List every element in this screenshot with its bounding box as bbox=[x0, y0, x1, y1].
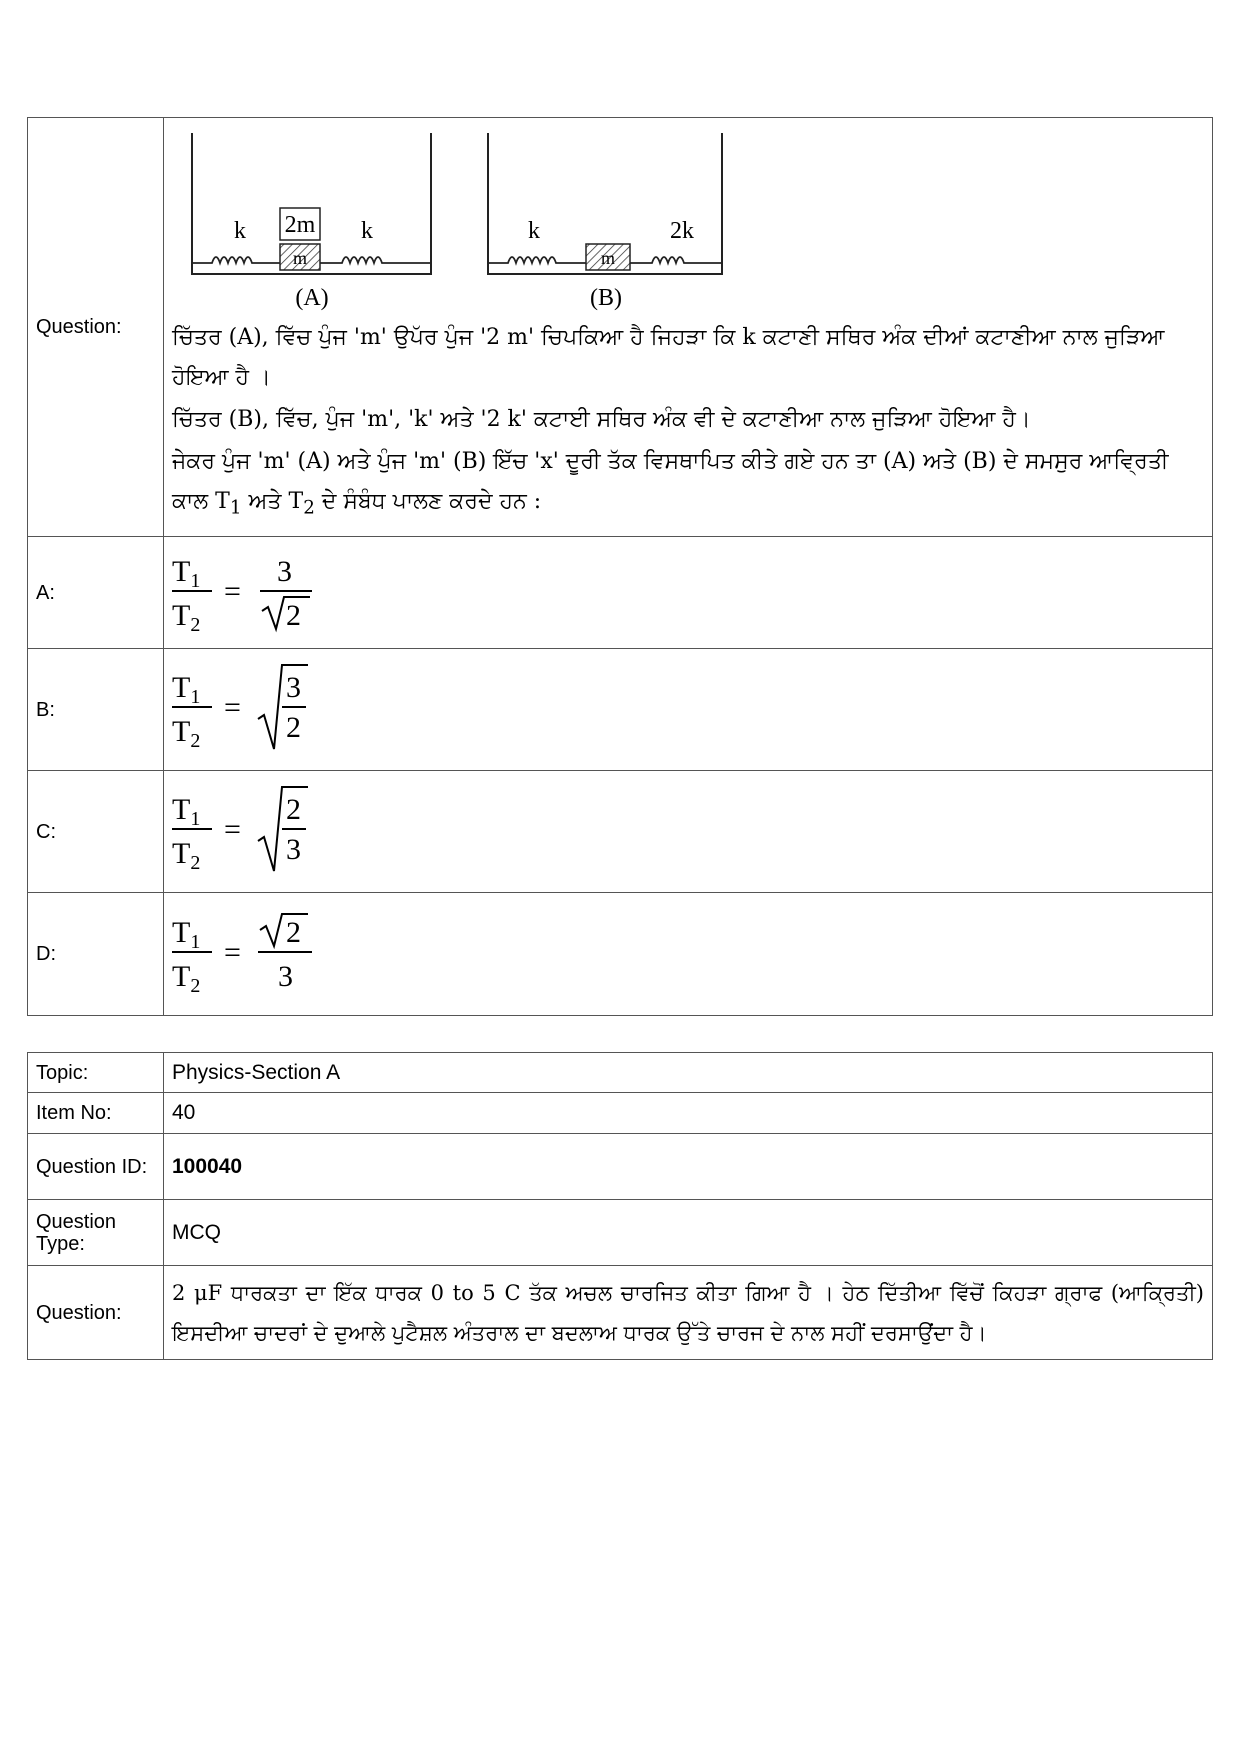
lhs-numerator: $T_1$ bbox=[172, 555, 201, 593]
question-id-label: Question ID: bbox=[28, 1134, 164, 1200]
svg-text:T2: $T_2$ bbox=[172, 959, 201, 997]
question-table-2 bbox=[27, 1052, 1213, 1360]
mass-label-a: m bbox=[292, 248, 308, 268]
item-no-value: 40 bbox=[164, 1093, 1213, 1134]
question-type-label: Question Type: bbox=[28, 1200, 164, 1266]
svg-text:3: 3 bbox=[286, 833, 301, 867]
option-b-label: B: bbox=[28, 649, 164, 771]
equals-sign: = bbox=[224, 935, 241, 969]
spring-2k-label-b: 2k bbox=[670, 218, 694, 244]
svg-text:T2: $T_2$ bbox=[172, 715, 201, 753]
question-line-2: ਚਿੱਤਰ (B), ਵਿੱਚ, ਪੁੰਜ 'm', 'k' ਅਤੇ '2 k' ਕਟਾਈ ਸਥਿਰ ਅੰਕ ਵੀ ਦੇ ਕਟਾਣੀਆ ਨਾਲ ਜੁੜਿਆ ਹੋਇਆ ਹੈ। bbox=[172, 407, 1031, 432]
mass-label-b: m bbox=[600, 248, 616, 268]
question-line-3a: ਜੇਕਰ ਪੁੰਜ 'm' (A) ਅਤੇ ਪੁੰਜ 'm' (B) ਇੱਚ 'x' ਦੂਰੀ ਤੱਕ ਵਿਸਥਾਪਿਤ ਕੀਤੇ ਗਏ ਹਨ ਤਾ (A) ਅਤੇ (B) ਦੇ ਸਮਸੁਰ ਆਵ੍ਰਿਤੀ ਕਾਲ T bbox=[172, 449, 1169, 514]
rhs-numerator: 3 bbox=[277, 555, 292, 589]
right-spring-b bbox=[630, 257, 722, 263]
svg-text:T2: $T_2$ bbox=[172, 837, 201, 875]
equals-sign: = bbox=[224, 813, 241, 847]
figure-b bbox=[488, 133, 722, 311]
question-text bbox=[172, 318, 1204, 536]
right-spring-a bbox=[320, 257, 431, 263]
spring-mass-diagram bbox=[172, 118, 1212, 318]
question-label: Question: bbox=[28, 118, 164, 537]
question-table-1 bbox=[27, 117, 1213, 1016]
option-a-label: A: bbox=[28, 537, 164, 649]
equals-sign: = bbox=[224, 575, 241, 609]
svg-text:3: 3 bbox=[286, 671, 301, 705]
spring-k-label-a-left: k bbox=[234, 218, 246, 244]
formula-d bbox=[172, 902, 352, 1002]
svg-text:2: 2 bbox=[286, 711, 301, 745]
svg-text:T1: $T_1$ bbox=[172, 915, 201, 953]
equals-sign: = bbox=[224, 691, 241, 725]
question-line-1: ਚਿੱਤਰ (A), ਵਿੱਚ ਪੁੰਜ 'm' ਉਪੱਰ ਪੁੰਜ '2 m' ਚਿਪਕਿਆ ਹੈ ਜਿਹੜਾ ਕਿ k ਕਟਾਣੀ ਸਥਿਰ ਅੰਕ ਦੀਆਂ ਕਟਾਣੀਆ ਨਾਲ ਜੁੜਿਆ ਹੋਇਆ ਹੈ । bbox=[172, 325, 1165, 390]
formula-b bbox=[172, 657, 352, 757]
spring-mass-figures bbox=[172, 118, 1204, 318]
svg-text:2: 2 bbox=[286, 793, 301, 827]
option-row-b[interactable] bbox=[28, 649, 1213, 771]
option-c-label: C: bbox=[28, 771, 164, 893]
spring-k-label-a-right: k bbox=[361, 218, 373, 244]
subscript-1: 1 bbox=[229, 497, 242, 519]
top-mass-label-a: 2m bbox=[284, 212, 316, 238]
option-a-formula[interactable] bbox=[164, 537, 1213, 649]
figure-a-caption: (A) bbox=[295, 285, 329, 311]
question-line-3b: ਅਤੇ T bbox=[241, 489, 304, 514]
rhs-radicand: 2 bbox=[286, 599, 301, 633]
option-row-c[interactable] bbox=[28, 771, 1213, 893]
left-spring-b bbox=[488, 257, 586, 263]
lhs-denominator: $T_2$ bbox=[172, 599, 201, 636]
question-line-3 bbox=[172, 442, 1204, 528]
option-b-formula[interactable] bbox=[164, 649, 1213, 771]
item-no-label: Item No: bbox=[28, 1093, 164, 1134]
question-label-2: Question: bbox=[28, 1266, 164, 1360]
formula-c bbox=[172, 779, 352, 879]
figure-b-caption: (B) bbox=[590, 285, 622, 311]
topic-value: Physics-Section A bbox=[164, 1053, 1213, 1093]
figure-a bbox=[192, 133, 431, 311]
option-d-formula[interactable] bbox=[164, 893, 1213, 1016]
question-type-value: MCQ bbox=[164, 1200, 1213, 1266]
svg-text:3: 3 bbox=[278, 959, 293, 993]
svg-text:T1: $T_1$ bbox=[172, 671, 201, 709]
svg-text:2: 2 bbox=[286, 915, 301, 949]
option-c-formula[interactable] bbox=[164, 771, 1213, 893]
option-row-d[interactable] bbox=[28, 893, 1213, 1016]
question-id-value: 100040 bbox=[164, 1134, 1213, 1200]
question-text-2: 2 μF ਧਾਰਕਤਾ ਦਾ ਇੱਕ ਧਾਰਕ 0 to 5 C ਤੱਕ ਅਚਲ ਚਾਰਜਿਤ ਕੀਤਾ ਗਿਆ ਹੈ । ਹੇਠ ਦਿੱਤੀਆ ਵਿੱਚੋਂ ਕਿਹੜਾ ਗ੍ਰਾਫ (ਆਕ੍ਰਿਤੀ) ਇਸਦੀਆ ਚਾਦਰਾਂ ਦੇ ਦੁਆਲੇ ਪੁਟੈਸ਼ਲ ਅੰਤਰਾਲ ਦਾ ਬਦਲਾਅ ਧਾਰਕ ਉੱਤੇ ਚਾਰਜ ਦੇ ਨਾਲ ਸਹੀਂ ਦਰਸਾਉਂਦਾ ਹੈ। bbox=[164, 1266, 1213, 1360]
topic-label: Topic: bbox=[28, 1053, 164, 1093]
left-spring-a bbox=[192, 257, 280, 263]
option-row-a[interactable] bbox=[28, 537, 1213, 649]
formula-a bbox=[172, 545, 352, 635]
question-content bbox=[164, 118, 1213, 537]
subscript-2: 2 bbox=[303, 497, 315, 519]
spring-k-label-b-left: k bbox=[528, 218, 540, 244]
option-d-label: D: bbox=[28, 893, 164, 1016]
svg-text:T1: $T_1$ bbox=[172, 793, 201, 831]
question-line-3c: ਦੇ ਸੰਬੰਧ ਪਾਲਣ ਕਰਦੇ ਹਨ : bbox=[314, 489, 542, 514]
